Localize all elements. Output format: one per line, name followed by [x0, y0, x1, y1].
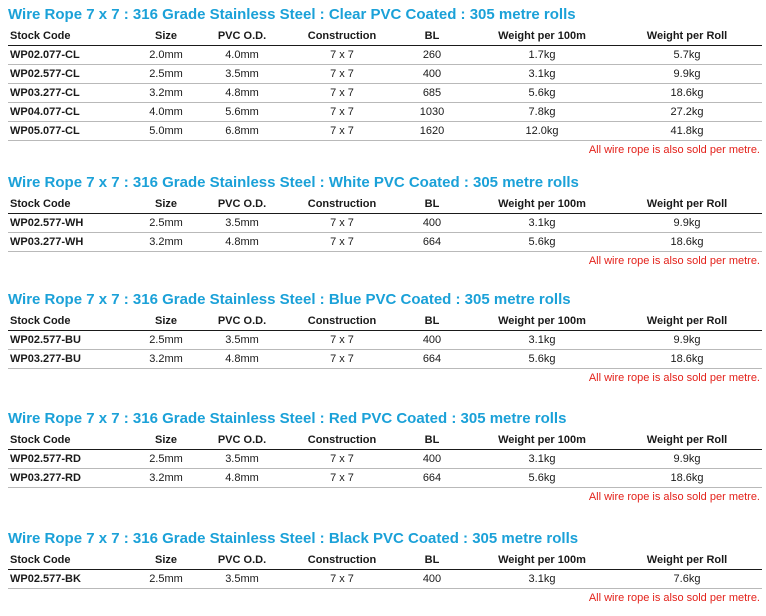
table-cell: 7 x 7: [292, 84, 392, 103]
column-header: Size: [140, 194, 192, 214]
table-cell: 18.6kg: [612, 84, 762, 103]
table-cell: 7 x 7: [292, 122, 392, 141]
column-header: Weight per Roll: [612, 194, 762, 214]
table-cell: 664: [392, 469, 472, 488]
spec-table: [8, 430, 762, 488]
column-header: BL: [392, 26, 472, 46]
table-cell: 7 x 7: [292, 233, 392, 252]
table-cell: 7 x 7: [292, 214, 392, 233]
stock-code-cell: WP03.277-CL: [8, 84, 140, 103]
section-title: Wire Rope 7 x 7 : 316 Grade Stainless Steel : White PVC Coated : 305 metre rolls: [8, 174, 579, 191]
table-cell: 12.0kg: [472, 122, 612, 141]
table-cell: 3.2mm: [140, 233, 192, 252]
table-cell: 7 x 7: [292, 350, 392, 369]
table-cell: 1030: [392, 103, 472, 122]
section-title: Wire Rope 7 x 7 : 316 Grade Stainless Steel : Black PVC Coated : 305 metre rolls: [8, 530, 579, 547]
column-header: BL: [392, 550, 472, 570]
table-cell: 3.5mm: [192, 331, 292, 350]
stock-code-cell: WP02.577-BU: [8, 331, 140, 350]
per-metre-note: All wire rope is also sold per metre.: [588, 372, 760, 384]
table-row: [8, 46, 762, 65]
table-cell: 2.5mm: [140, 214, 192, 233]
column-header: Stock Code: [8, 194, 140, 214]
table-cell: 2.5mm: [140, 331, 192, 350]
table-cell: 3.2mm: [140, 84, 192, 103]
table-cell: 9.9kg: [612, 450, 762, 469]
column-header: Weight per Roll: [612, 430, 762, 450]
column-header: Weight per 100m: [472, 26, 612, 46]
table-cell: 7 x 7: [292, 469, 392, 488]
column-header: Construction: [292, 194, 392, 214]
table-cell: 400: [392, 214, 472, 233]
table-cell: 5.6kg: [472, 84, 612, 103]
spec-table: [8, 311, 762, 369]
table-cell: 3.5mm: [192, 570, 292, 589]
spec-table: [8, 26, 762, 141]
column-header: PVC O.D.: [192, 26, 292, 46]
table-cell: 7 x 7: [292, 570, 392, 589]
table-row: [8, 331, 762, 350]
column-header: Stock Code: [8, 26, 140, 46]
stock-code-cell: WP02.577-RD: [8, 450, 140, 469]
table-cell: 400: [392, 570, 472, 589]
table-cell: 5.6kg: [472, 350, 612, 369]
column-header: PVC O.D.: [192, 194, 292, 214]
table-cell: 685: [392, 84, 472, 103]
table-row: [8, 233, 762, 252]
column-header: Weight per 100m: [472, 311, 612, 331]
table-row: [8, 84, 762, 103]
stock-code-cell: WP03.277-RD: [8, 469, 140, 488]
table-cell: 5.6kg: [472, 233, 612, 252]
stock-code-cell: WP03.277-BU: [8, 350, 140, 369]
table-row: [8, 103, 762, 122]
table-cell: 9.9kg: [612, 214, 762, 233]
table-row: [8, 469, 762, 488]
stock-code-cell: WP04.077-CL: [8, 103, 140, 122]
stock-code-cell: WP02.577-BK: [8, 570, 140, 589]
column-header: Size: [140, 311, 192, 331]
section-red: [8, 410, 762, 506]
table-cell: 18.6kg: [612, 350, 762, 369]
column-header: Weight per Roll: [612, 550, 762, 570]
column-header: BL: [392, 194, 472, 214]
column-header: PVC O.D.: [192, 311, 292, 331]
table-header-row: [8, 26, 762, 46]
table-cell: 4.8mm: [192, 233, 292, 252]
table-cell: 4.8mm: [192, 350, 292, 369]
table-cell: 3.1kg: [472, 65, 612, 84]
column-header: Weight per 100m: [472, 430, 612, 450]
table-cell: 41.8kg: [612, 122, 762, 141]
table-cell: 5.0mm: [140, 122, 192, 141]
table-cell: 2.5mm: [140, 65, 192, 84]
table-cell: 4.8mm: [192, 469, 292, 488]
table-cell: 3.5mm: [192, 450, 292, 469]
section-blue: [8, 291, 762, 387]
table-cell: 2.0mm: [140, 46, 192, 65]
column-header: Weight per 100m: [472, 550, 612, 570]
per-metre-note: All wire rope is also sold per metre.: [588, 592, 760, 604]
table-cell: 7 x 7: [292, 65, 392, 84]
table-row: [8, 65, 762, 84]
table-cell: 3.5mm: [192, 214, 292, 233]
column-header: Weight per Roll: [612, 26, 762, 46]
table-cell: 9.9kg: [612, 65, 762, 84]
table-cell: 260: [392, 46, 472, 65]
table-row: [8, 570, 762, 589]
table-cell: 7.6kg: [612, 570, 762, 589]
table-cell: 1620: [392, 122, 472, 141]
table-cell: 3.2mm: [140, 350, 192, 369]
column-header: Construction: [292, 550, 392, 570]
table-row: [8, 122, 762, 141]
table-cell: 27.2kg: [612, 103, 762, 122]
table-cell: 3.1kg: [472, 214, 612, 233]
table-cell: 664: [392, 233, 472, 252]
table-cell: 7 x 7: [292, 450, 392, 469]
column-header: BL: [392, 311, 472, 331]
table-cell: 2.5mm: [140, 570, 192, 589]
section-white: [8, 174, 762, 270]
spec-table: [8, 194, 762, 252]
table-header-row: [8, 311, 762, 331]
table-cell: 18.6kg: [612, 469, 762, 488]
table-header-row: [8, 430, 762, 450]
column-header: BL: [392, 430, 472, 450]
section-title: Wire Rope 7 x 7 : 316 Grade Stainless Steel : Blue PVC Coated : 305 metre rolls: [8, 291, 571, 308]
table-cell: 2.5mm: [140, 450, 192, 469]
table-header-row: [8, 550, 762, 570]
table-row: [8, 450, 762, 469]
per-metre-note: All wire rope is also sold per metre.: [588, 255, 760, 267]
per-metre-note: All wire rope is also sold per metre.: [588, 144, 760, 156]
column-header: Weight per Roll: [612, 311, 762, 331]
table-cell: 5.7kg: [612, 46, 762, 65]
table-cell: 3.5mm: [192, 65, 292, 84]
column-header: Stock Code: [8, 311, 140, 331]
column-header: Size: [140, 430, 192, 450]
stock-code-cell: WP02.577-WH: [8, 214, 140, 233]
section-title: Wire Rope 7 x 7 : 316 Grade Stainless Steel : Red PVC Coated : 305 metre rolls: [8, 410, 567, 427]
column-header: Size: [140, 26, 192, 46]
table-cell: 400: [392, 331, 472, 350]
stock-code-cell: WP02.077-CL: [8, 46, 140, 65]
stock-code-cell: WP03.277-WH: [8, 233, 140, 252]
table-row: [8, 350, 762, 369]
column-header: Size: [140, 550, 192, 570]
table-cell: 7 x 7: [292, 331, 392, 350]
column-header: Construction: [292, 430, 392, 450]
table-cell: 7 x 7: [292, 103, 392, 122]
stock-code-cell: WP05.077-CL: [8, 122, 140, 141]
table-cell: 7.8kg: [472, 103, 612, 122]
column-header: PVC O.D.: [192, 550, 292, 570]
table-cell: 400: [392, 450, 472, 469]
table-cell: 400: [392, 65, 472, 84]
section-clear: [8, 6, 762, 159]
table-cell: 3.1kg: [472, 331, 612, 350]
column-header: Stock Code: [8, 550, 140, 570]
table-cell: 3.1kg: [472, 570, 612, 589]
table-cell: 9.9kg: [612, 331, 762, 350]
column-header: Construction: [292, 26, 392, 46]
table-cell: 1.7kg: [472, 46, 612, 65]
table-cell: 3.1kg: [472, 450, 612, 469]
table-row: [8, 214, 762, 233]
per-metre-note: All wire rope is also sold per metre.: [588, 491, 760, 503]
column-header: Stock Code: [8, 430, 140, 450]
table-cell: 6.8mm: [192, 122, 292, 141]
table-cell: 5.6mm: [192, 103, 292, 122]
table-cell: 5.6kg: [472, 469, 612, 488]
table-cell: 4.8mm: [192, 84, 292, 103]
table-cell: 7 x 7: [292, 46, 392, 65]
table-cell: 4.0mm: [140, 103, 192, 122]
table-cell: 18.6kg: [612, 233, 762, 252]
column-header: Weight per 100m: [472, 194, 612, 214]
column-header: Construction: [292, 311, 392, 331]
section-title: Wire Rope 7 x 7 : 316 Grade Stainless Steel : Clear PVC Coated : 305 metre rolls: [8, 6, 576, 23]
column-header: PVC O.D.: [192, 430, 292, 450]
table-cell: 664: [392, 350, 472, 369]
table-header-row: [8, 194, 762, 214]
stock-code-cell: WP02.577-CL: [8, 65, 140, 84]
section-black: [8, 530, 762, 607]
table-cell: 4.0mm: [192, 46, 292, 65]
spec-table: [8, 550, 762, 589]
table-cell: 3.2mm: [140, 469, 192, 488]
